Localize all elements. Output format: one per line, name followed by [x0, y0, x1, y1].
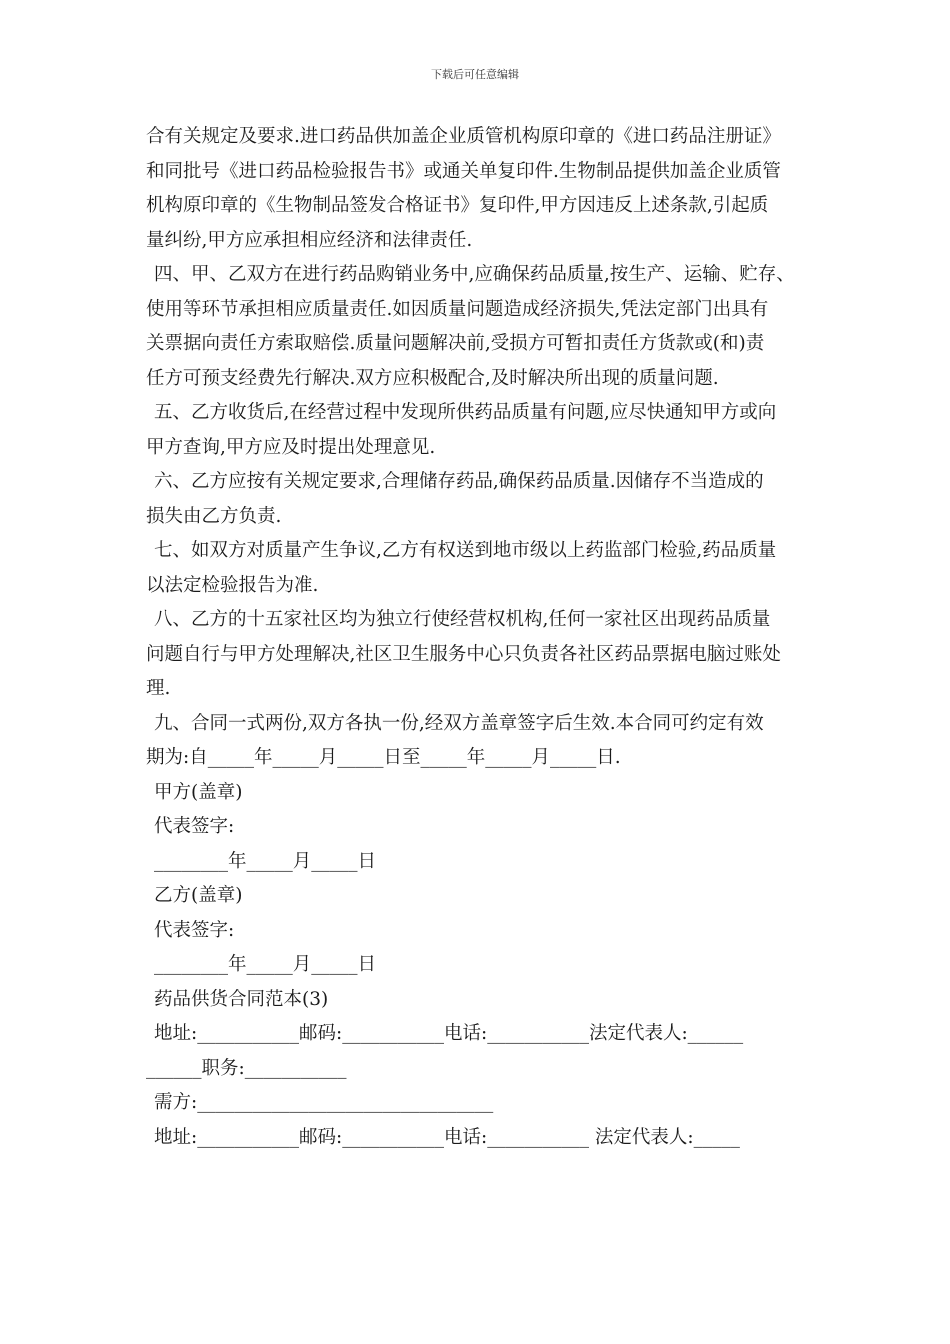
text-line: 八、乙方的十五家社区均为独立行使经营权机构,任何一家社区出现药品质量: [154, 609, 771, 630]
text-line: 和同批号《进口药品检验报告书》或通关单复印件.生物制品提供加盖企业质管: [146, 160, 781, 182]
text-line: 损失由乙方负责.: [146, 505, 282, 527]
contract-body: [146, 120, 816, 1155]
text-line: 需方:________________________________: [154, 1092, 494, 1113]
text-line: ________年_____月_____日: [154, 954, 377, 975]
text-line: 以法定检验报告为准.: [146, 574, 319, 596]
text-line: 六、乙方应按有关规定要求,合理储存药品,确保药品质量.因储存不当造成的: [154, 471, 764, 492]
text-line: 代表签字:: [154, 816, 235, 837]
text-line: 量纠纷,甲方应承担相应经济和法律责任.: [146, 229, 473, 251]
text-line: ________年_____月_____日: [154, 850, 377, 872]
text-line: 甲方(盖章): [154, 781, 243, 803]
text-line: 理.: [146, 678, 171, 699]
text-line: 合有关规定及要求.进口药品供加盖企业质管机构原印章的《进口药品注册证》: [146, 126, 781, 147]
text-line: 期为:自_____年_____月_____日至_____年_____月_____日.: [146, 747, 621, 768]
text-line: ______职务:___________: [146, 1057, 347, 1079]
page-header: 下载后可任意编辑: [431, 68, 519, 81]
text-line: 使用等环节承担相应质量责任.如因质量问题造成经济损失,凭法定部门出具有: [146, 298, 769, 320]
text-line: 七、如双方对质量产生争议,乙方有权送到地市级以上药监部门检验,药品质量: [154, 540, 777, 561]
text-line: 关票据向责任方索取赔偿.质量问题解决前,受损方可暂扣责任方货款或(和)责: [146, 333, 765, 354]
text-line: 任方可预支经费先行解决.双方应积极配合,及时解决所出现的质量问题.: [146, 367, 719, 389]
text-line: 代表签字:: [154, 919, 235, 941]
text-line: 地址:___________邮码:___________电话:___________ 法定代表人:_____: [154, 1126, 740, 1148]
text-line: 甲方查询,甲方应及时提出处理意见.: [146, 436, 436, 458]
text-line: 药品供货合同范本(3): [154, 988, 329, 1010]
text-line: 四、甲、乙双方在进行药品购销业务中,应确保药品质量,按生产、运输、贮存、: [154, 264, 795, 285]
text-line: 问题自行与甲方处理解决,社区卫生服务中心只负责各社区药品票据电脑过账处: [146, 643, 781, 665]
text-line: 九、合同一式两份,双方各执一份,经双方盖章签字后生效.本合同可约定有效: [154, 712, 764, 734]
text-line: 五、乙方收货后,在经营过程中发现所供药品质量有问题,应尽快通知甲方或向: [154, 402, 777, 423]
text-line: 地址:___________邮码:___________电话:___________法定代表人:______: [154, 1023, 744, 1044]
text-line: 机构原印章的《生物制品签发合格证书》复印件,甲方因违反上述条款,引起质: [146, 195, 769, 216]
text-line: 乙方(盖章): [154, 885, 243, 906]
